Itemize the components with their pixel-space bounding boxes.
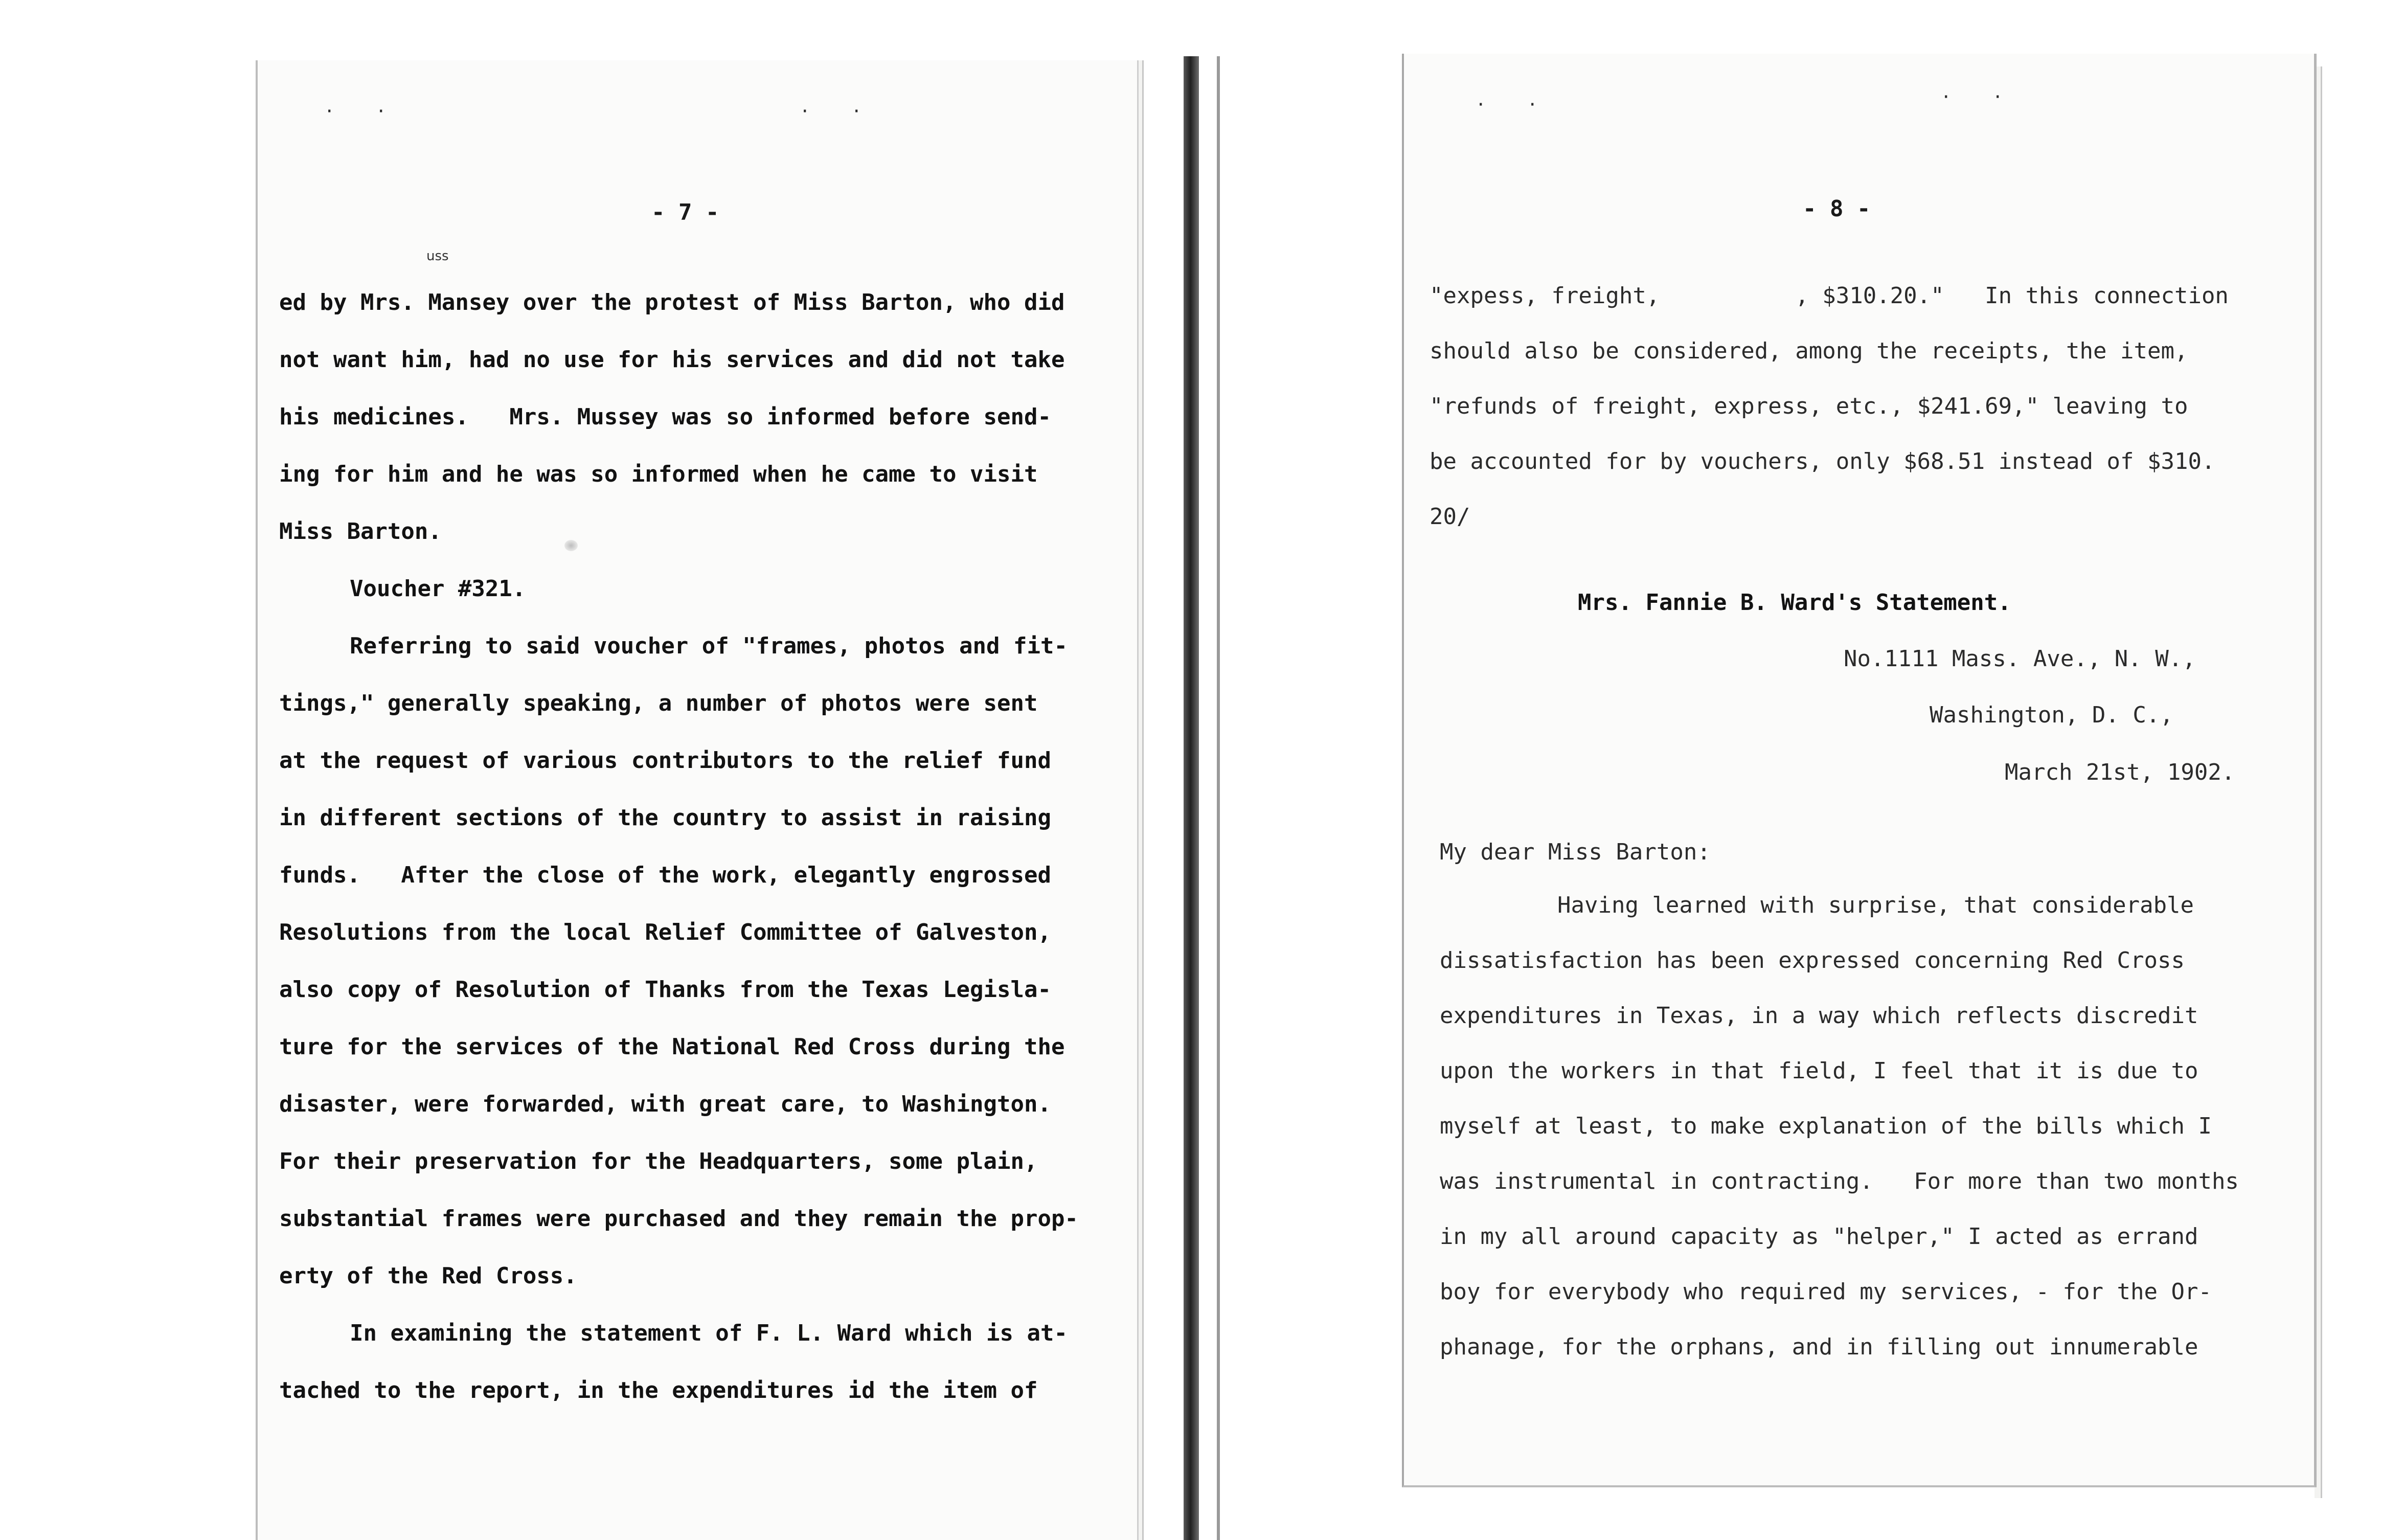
text-line: dissatisfaction has been expressed concerning Red Cross (1440, 947, 2185, 973)
text-line: "refunds of freight, express, etc., $241.69," leaving to (1430, 393, 2188, 419)
address-line: Washington, D. C., (1930, 702, 2173, 728)
text-line: Resolutions from the local Relief Committee of Galveston, (279, 919, 1051, 945)
text-line: be accounted for by vouchers, only $68.51 instead of $310. (1430, 448, 2215, 474)
book-spine (1184, 56, 1199, 1540)
text-line: tings," generally speaking, a number of photos were sent (279, 690, 1038, 716)
top-mark-left: · · (1476, 95, 1553, 115)
text-line: boy for everybody who required my services, - for the Or- (1440, 1279, 2212, 1305)
text-line: Referring to said voucher of "frames, photos and fit- (350, 633, 1068, 659)
text-line: Miss Barton. (279, 518, 442, 545)
ink-smudge (564, 540, 578, 551)
text-line: should also be considered, among the receipts, the item, (1430, 338, 2188, 364)
salutation: My dear Miss Barton: (1440, 839, 1711, 865)
address-line: No.1111 Mass. Ave., N. W., (1844, 646, 2196, 672)
text-line: funds. After the close of the work, elegantly engrossed (279, 862, 1051, 888)
text-line: also copy of Resolution of Thanks from the Texas Legisla- (279, 977, 1051, 1003)
section-heading: Voucher #321. (350, 576, 526, 602)
statement-heading: Mrs. Fannie B. Ward's Statement. (1578, 590, 2011, 616)
text-line: disaster, were forwarded, with great care, to Washington. (279, 1091, 1051, 1117)
text-line: In examining the statement of F. L. Ward which is at- (350, 1320, 1068, 1346)
handwritten-annotation: uss (426, 248, 449, 264)
text-line: substantial frames were purchased and they remain the prop- (279, 1206, 1078, 1232)
spine-edge (1217, 56, 1220, 1540)
text-line: 20/ (1430, 504, 1470, 530)
page-number: - 8 - (1803, 196, 1871, 222)
text-line: erty of the Red Cross. (279, 1263, 577, 1289)
text-line: in different sections of the country to assist in raising (279, 805, 1051, 831)
text-line: Having learned with surprise, that considerable (1557, 892, 2194, 918)
text-line: ture for the services of the National Red Cross during the (279, 1034, 1065, 1060)
text-line: myself at least, to make explanation of the bills which I (1440, 1113, 2212, 1139)
letter-date: March 21st, 1902. (2005, 759, 2235, 785)
left-page (256, 60, 1139, 1540)
text-line: ing for him and he was so informed when he came to visit (279, 461, 1038, 487)
text-line: phanage, for the orphans, and in filling out innumerable (1440, 1334, 2198, 1360)
text-line: at the request of various contributors to the relief fund (279, 748, 1051, 774)
page-number: - 7 - (651, 199, 719, 225)
text-line: in my all around capacity as "helper," I acted as errand (1440, 1224, 2198, 1250)
text-line: not want him, had no use for his services and did not take (279, 347, 1065, 373)
right-page (1402, 54, 2317, 1487)
text-line: upon the workers in that field, I feel that it is due to (1440, 1058, 2198, 1084)
top-mark-right: · · (1941, 87, 2019, 107)
text-line: For their preservation for the Headquarters, some plain, (279, 1148, 1038, 1174)
top-mark-left: · · (324, 101, 402, 122)
text-line: was instrumental in contracting. For more than two months (1440, 1168, 2239, 1194)
top-mark-right: · · (800, 101, 877, 122)
text-line: tached to the report, in the expenditures id the item of (279, 1377, 1038, 1403)
text-line: his medicines. Mrs. Mussey was so informed before send- (279, 404, 1051, 430)
text-line: expenditures in Texas, in a way which reflects discredit (1440, 1003, 2198, 1029)
text-line: "expess, freight, , $310.20." In this connection (1430, 283, 2229, 309)
text-line: ed by Mrs. Mansey over the protest of Miss Barton, who did (279, 289, 1065, 315)
